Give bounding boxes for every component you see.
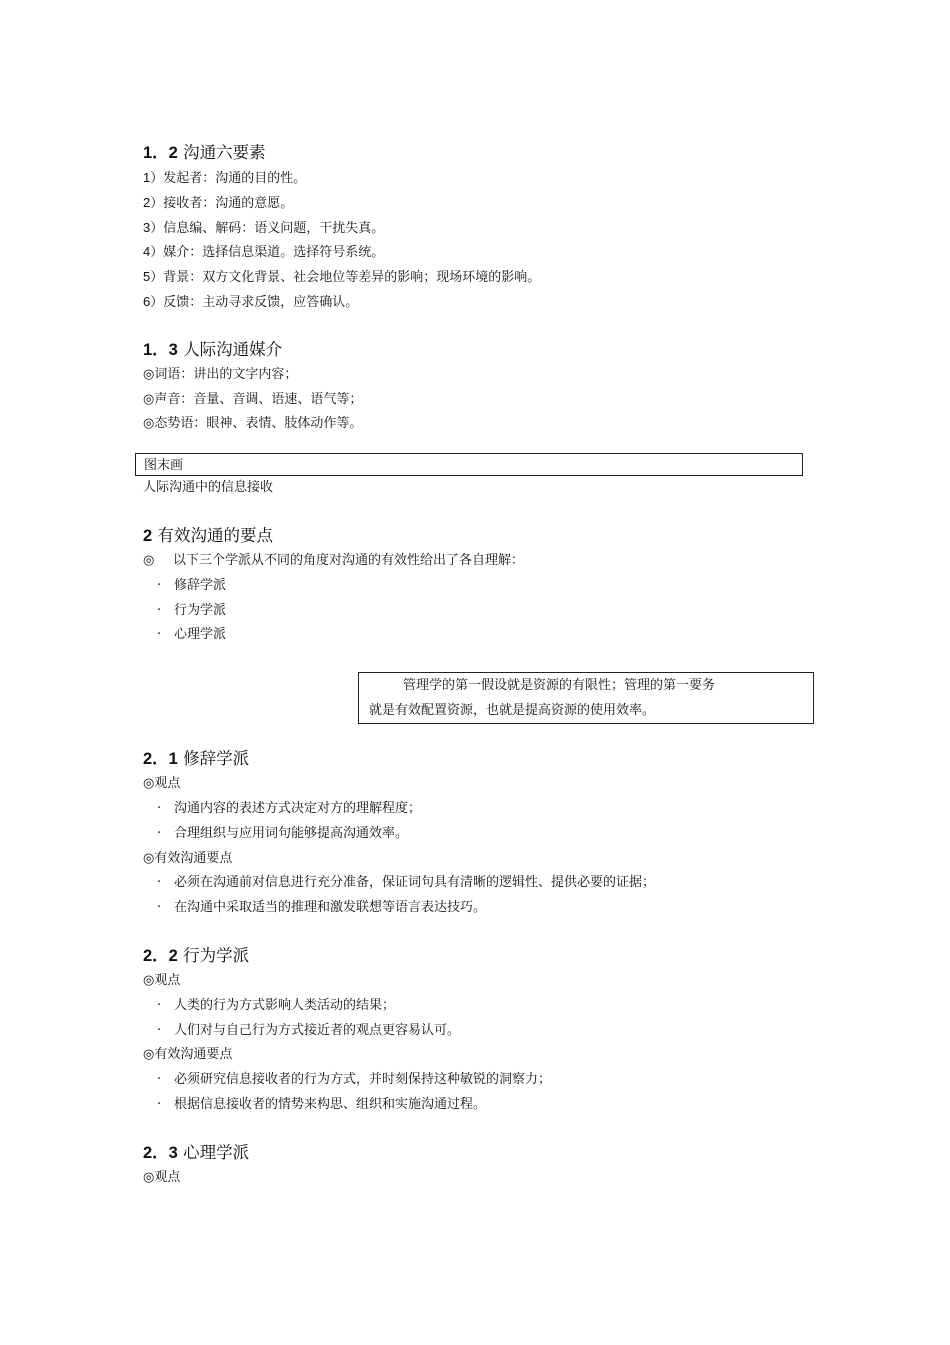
list-item: 3）信息编、解码：语义问题，干扰失真。 — [143, 219, 385, 236]
list-item: · 根据信息接收者的情势来构思、组织和实施沟通过程。 — [157, 1096, 487, 1112]
quote-box — [358, 672, 814, 724]
list-item: ◎态势语：眼神、表情、肢体动作等。 — [143, 416, 363, 432]
list-item: 4）媒介：选择信息渠道。选择符号系统。 — [143, 244, 385, 261]
quote-line: 管理学的第一假设就是资源的有限性；管理的第一要务 — [403, 678, 716, 694]
list-item: 1）发起者：沟通的目的性。 — [143, 170, 307, 186]
section-heading-1-3: 1．3 人际沟通媒介 — [143, 339, 283, 359]
list-item: · 人们对与自己行为方式接近者的观点更容易认可。 — [157, 1022, 461, 1038]
list-item: · 人类的行为方式影响人类活动的结果； — [157, 997, 396, 1013]
list-item: ◎声音：音量、音调、语速、语气等； — [143, 391, 363, 407]
section-heading-2-2: 2．2 行为学派 — [143, 945, 250, 965]
list-item: · 必须研究信息接收者的行为方式，并时刻保持这种敏锐的洞察力； — [157, 1072, 552, 1088]
list-item: 5）背景：双方文化背景、社会地位等差异的影响；现场环境的影响。 — [143, 269, 541, 286]
list-item: · 合理组织与应用词句能够提高沟通效率。 — [157, 825, 409, 841]
list-item: · 行为学派 — [157, 602, 227, 618]
subsection-label: ◎观点 — [143, 776, 181, 792]
subsection-label: ◎有效沟通要点 — [143, 1047, 233, 1063]
list-item: · 修辞学派 — [157, 577, 227, 593]
figure-placeholder-box: 图末画 — [135, 453, 803, 476]
section-heading-1-2: 1．2 沟通六要素 — [143, 143, 266, 162]
subsection-label: ◎有效沟通要点 — [143, 850, 233, 866]
list-item: · 沟通内容的表述方式决定对方的理解程度； — [157, 800, 422, 816]
subsection-label: ◎观点 — [143, 972, 181, 988]
list-item: 6）反馈：主动寻求反馈，应答确认。 — [143, 293, 359, 310]
list-item: · 在沟通中采取适当的推理和激发联想等语言表达技巧。 — [157, 900, 487, 916]
quote-line: 就是有效配置资源，也就是提高资源的使用效率。 — [369, 703, 656, 719]
subsection-label: ◎观点 — [143, 1169, 181, 1185]
section-heading-2-1: 2．1 修辞学派 — [143, 749, 250, 769]
list-item: · 必须在沟通前对信息进行充分准备，保证词句具有清晰的逻辑性、提供必要的证据； — [157, 875, 656, 891]
list-item: ◎词语：讲出的文字内容； — [143, 366, 298, 382]
intro-line: ◎ 以下三个学派从不同的角度对沟通的有效性给出了各自理解： — [143, 552, 525, 568]
section-heading-2-3: 2．3 心理学派 — [143, 1142, 250, 1162]
list-item: · 心理学派 — [157, 627, 227, 643]
list-item: 2）接收者：沟通的意愿。 — [143, 194, 294, 211]
section-heading-2: 2 有效沟通的要点 — [143, 525, 273, 545]
document-page — [143, 140, 815, 1191]
figure-caption: 人际沟通中的信息接收 — [143, 480, 274, 496]
